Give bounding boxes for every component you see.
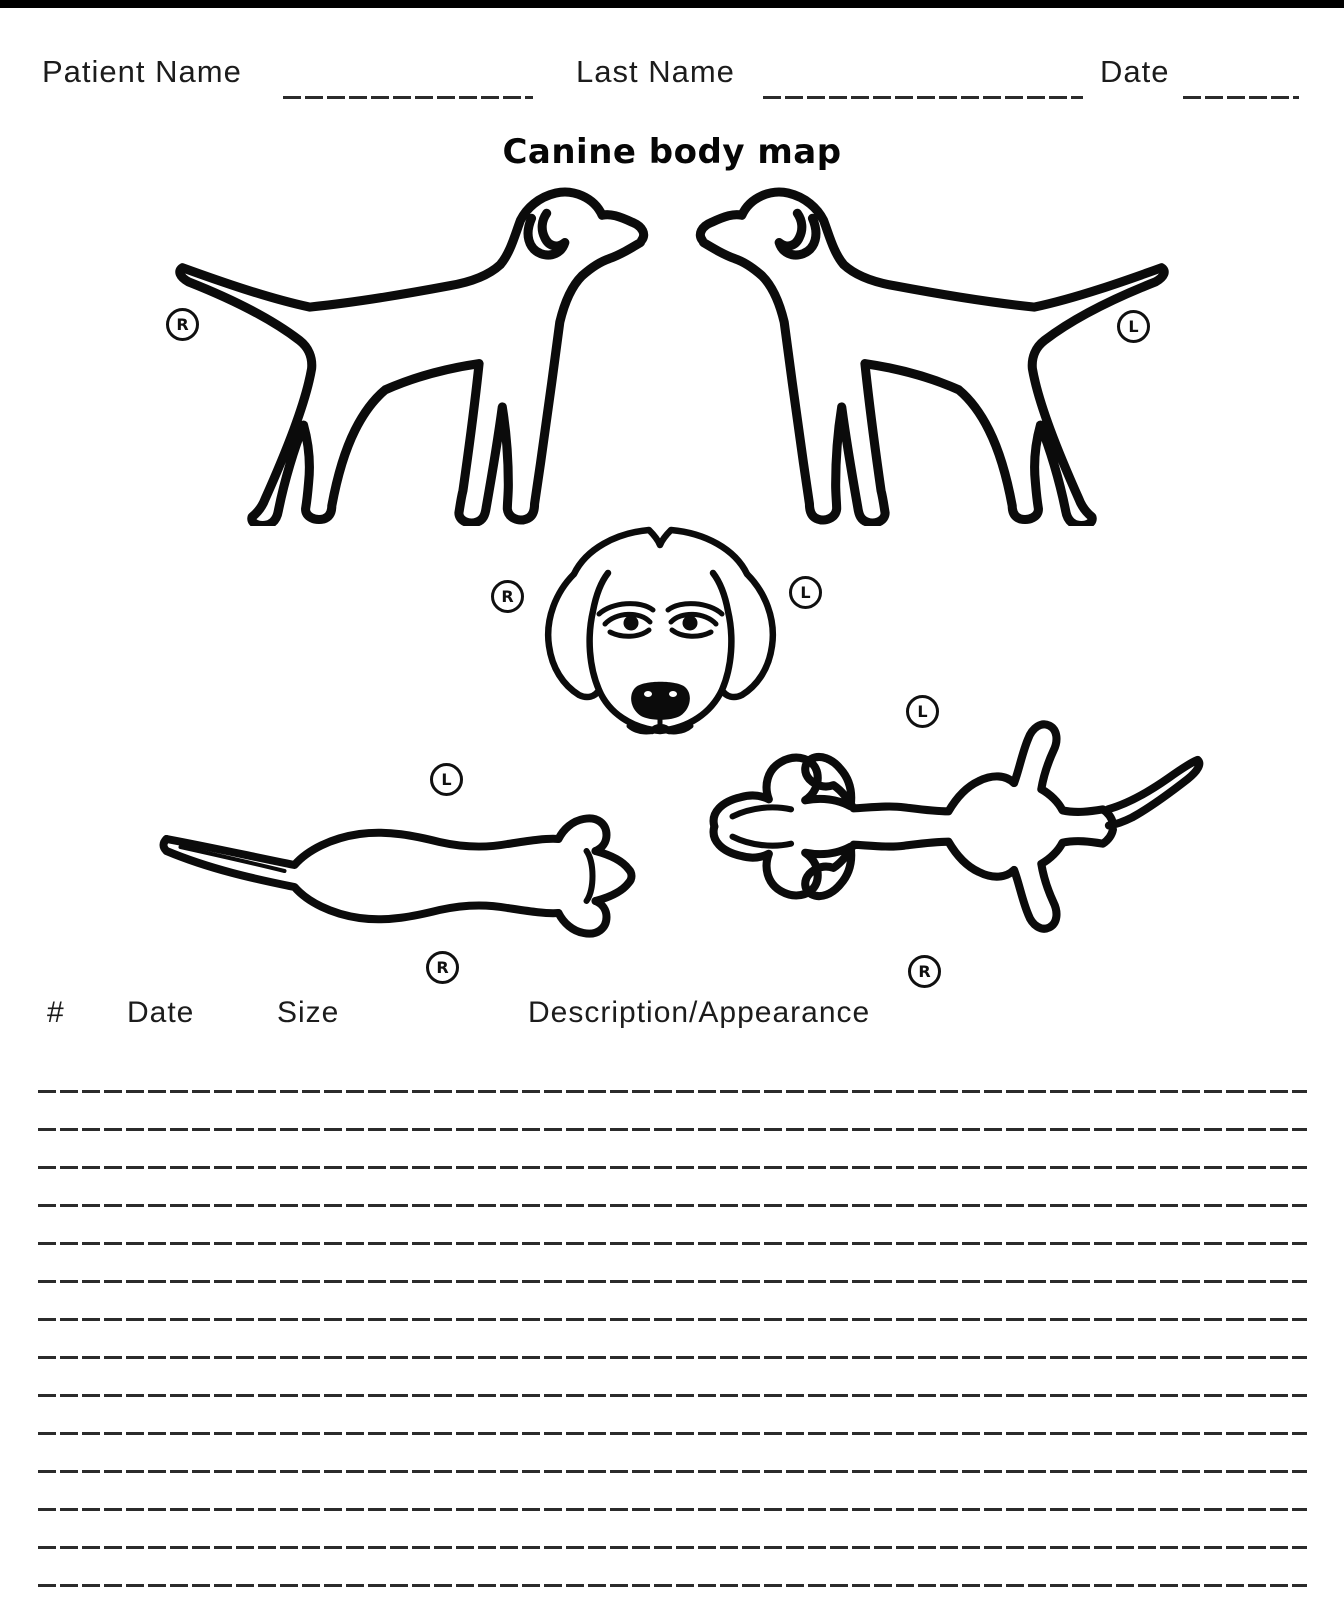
column-header-date: Date — [127, 996, 195, 1029]
face-right-marker: R — [491, 580, 524, 613]
face-left-marker: L — [789, 576, 822, 609]
dog-ventral-figure[interactable] — [700, 657, 1205, 990]
ruled-lines — [38, 1090, 1307, 1595]
page-title: Canine body map — [502, 132, 842, 172]
column-header-description: Description/Appearance — [528, 996, 871, 1029]
entry-line[interactable] — [38, 1318, 1307, 1321]
entry-line[interactable] — [38, 1090, 1307, 1093]
column-header-size: Size — [277, 996, 340, 1029]
entry-line[interactable] — [38, 1394, 1307, 1397]
entry-line[interactable] — [38, 1432, 1307, 1435]
ventral-right-marker: R — [908, 955, 941, 988]
ventral-left-marker: L — [906, 695, 939, 728]
patient-name-label: Patient Name — [42, 54, 242, 89]
entry-line[interactable] — [38, 1470, 1307, 1473]
date-field[interactable] — [1183, 96, 1299, 99]
left-side-marker: L — [1117, 310, 1150, 343]
entry-line[interactable] — [38, 1584, 1307, 1587]
dog-right-side-figure[interactable] — [160, 183, 665, 526]
entry-line[interactable] — [38, 1546, 1307, 1549]
dorsal-right-marker: R — [426, 951, 459, 984]
patient-name-field[interactable] — [283, 96, 533, 99]
date-label: Date — [1100, 54, 1170, 89]
entry-line[interactable] — [38, 1356, 1307, 1359]
column-header-number: # — [47, 996, 65, 1029]
entry-line[interactable] — [38, 1166, 1307, 1169]
entry-line[interactable] — [38, 1242, 1307, 1245]
last-name-label: Last Name — [576, 54, 735, 89]
right-side-marker: R — [166, 308, 199, 341]
last-name-field[interactable] — [763, 96, 1083, 99]
entry-line[interactable] — [38, 1128, 1307, 1131]
entry-line[interactable] — [38, 1508, 1307, 1511]
dorsal-left-marker: L — [430, 763, 463, 796]
dog-dorsal-figure[interactable] — [152, 788, 647, 948]
entry-line[interactable] — [38, 1204, 1307, 1207]
entry-line[interactable] — [38, 1280, 1307, 1283]
top-border-bar — [0, 0, 1344, 8]
dog-left-side-figure[interactable] — [679, 183, 1184, 526]
